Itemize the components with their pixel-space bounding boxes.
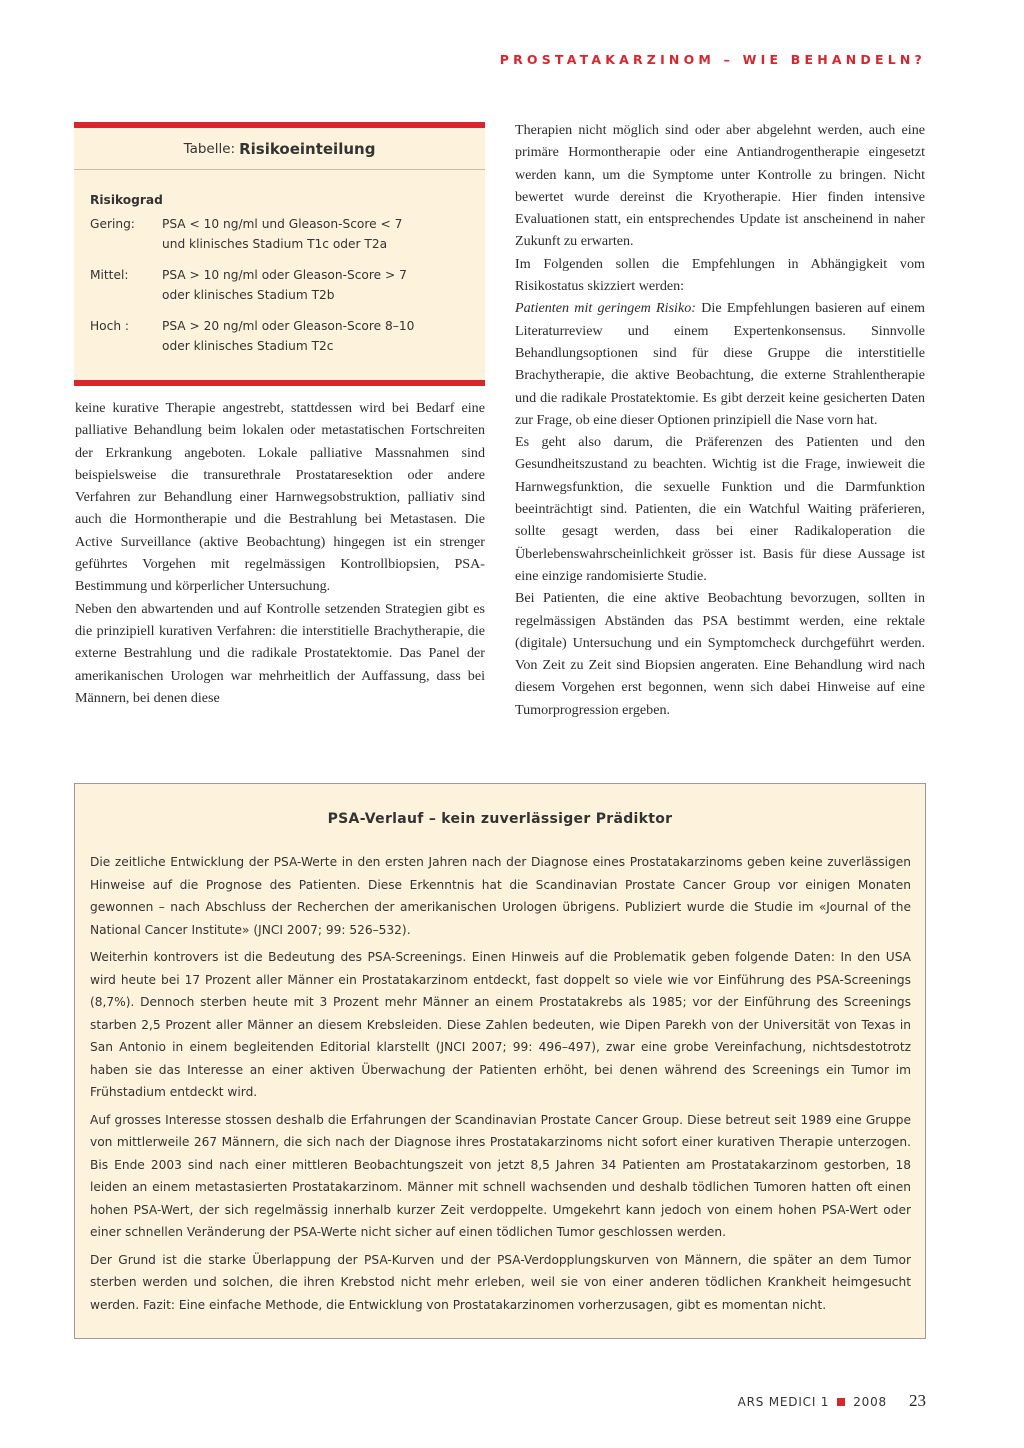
- red-square-icon: [837, 1398, 845, 1406]
- table-body: [74, 170, 485, 356]
- info-box-content: [90, 851, 911, 1321]
- body-text: Die Empfehlungen basieren auf einem Literaturreview und einem Expertenkonsensus. Sinnvolle Behandlungsoptionen sind für diese Gruppe die interstitielle Brachytherapie, die aktive Beobachtung, die externe Strahlentherapie und die radikale Prostatektomie. Es gibt derzeit keine gesicherten Daten zur Frage, ob eine dieser Optionen prinzipiell die Nase vorn hat.: [515, 300, 925, 428]
- right-column: [515, 119, 925, 721]
- risk-label: Hoch :: [90, 319, 130, 333]
- info-box-paragraph: Die zeitliche Entwicklung der PSA-Werte in den ersten Jahren nach der Diagnose eines Prostatakarzinoms geben keine zuverlässigen Hinweise auf die Prognose des Patienten. Diese Erkenntnis hat die Scandinavian Prostate Cancer Group vor einigen Monaten gewonnen – nach Abschluss der Recherchen der amerikanischen Urologen übrigens. Publiziert wurde die Studie im «Journal of the National Cancer Institute» (JNCI 2007; 99: 526–532).: [90, 855, 911, 937]
- risk-criteria: [162, 265, 485, 305]
- table-column-label: Risikograd: [90, 193, 163, 207]
- risk-criteria-line: oder klinisches Stadium T2b: [162, 288, 335, 302]
- risk-criteria: [162, 316, 485, 356]
- body-paragraph: Im Folgenden sollen die Empfehlungen in Abhängigkeit vom Risikostatus skizziert werden:: [515, 255, 925, 295]
- risk-criteria-line: PSA > 20 ng/ml oder Gleason-Score 8–10: [162, 319, 415, 333]
- table-row: [90, 316, 485, 356]
- risk-criteria-line: PSA > 10 ng/ml oder Gleason-Score > 7: [162, 268, 407, 282]
- info-box-paragraph: Der Grund ist die starke Überlappung der PSA-Kurven und der PSA-Verdopplungskurven von Männern, die später an dem Tumor sterben werden und solchen, die ihren Krebstod nicht mehr erleben, weil sie von einer anderen tödlichen Krankheit heimgesucht werden. Fazit: Eine einfache Methode, die Entwicklung von Prostatakarzinomen vorherzusagen, gibt es momentan nicht.: [90, 1252, 911, 1312]
- body-paragraph: [515, 297, 925, 431]
- left-column: [75, 397, 485, 709]
- table-title: Risikoeinteilung: [239, 139, 376, 158]
- subheading-italic: Patienten mit geringem Risiko:: [515, 300, 696, 317]
- info-box: [74, 783, 926, 1339]
- table-title-prefix: Tabelle:: [183, 140, 236, 157]
- risk-label: Gering:: [90, 217, 135, 231]
- info-box-paragraph: Weiterhin kontrovers ist die Bedeutung des PSA-Screenings. Einen Hinweis auf die Problematik geben folgende Daten: In den USA wird heute bei 17 Prozent aller Männer ein Prostatakarzinom entdeckt, fast doppelt so viele wie vor Einführung des PSA-Screenings (8,7%). Dennoch sterben heute mit 3 Prozent mehr Männer an einem Prostatakrebs als 1985; vor der Einführung des Screenings starben 2,5 Prozent aller Männer an diesem Krebsleiden. Diese Zahlen bedeuten, wie Dipen Parekh von der Universität von Texas in San Antonio in einem begleitenden Editorial klarstellt (JNCI 2007; 99: 496–497), zwar eine grobe Vereinfachung, nichtsdestotrotz haben sie das Interesse an einer aktiven Überwachung der Patienten erhöht, bei denen während des Screenings ein Tumor im Frühstadium entdeckt wird.: [90, 950, 911, 1099]
- page-number: 23: [909, 1391, 926, 1410]
- table-row: [90, 265, 485, 305]
- risk-criteria-line: oder klinisches Stadium T2c: [162, 339, 334, 353]
- body-paragraph: Neben den abwartenden und auf Kontrolle setzenden Strategien gibt es die prinzipiell kurativen Verfahren: die interstitielle Brachytherapie, die externe Bestrahlung und die radikale Prostatektomie. Das Panel der amerikanischen Urologen war mehrheitlich der Auffassung, dass bei Männern, bei denen diese: [75, 600, 485, 706]
- risk-criteria-line: und klinisches Stadium T1c oder T2a: [162, 237, 388, 251]
- issue-year: 2008: [853, 1395, 887, 1409]
- table-title-row: [74, 128, 485, 170]
- body-paragraph: Es geht also darum, die Präferenzen des Patienten und den Gesundheitszustand zu beachten. Wichtig ist die Frage, inwieweit die Harnwegsfunktion, die sexuelle Funktion und die Darmfunktion beeinträchtigt sind. Patienten, die ein Watchful Waiting präferieren, sollte gesagt werden, dass bei einer Radikaloperation die Überlebenswahrscheinlichkeit grösser ist. Basis für diese Aussage ist eine einzige randomisierte Studie.: [515, 434, 925, 584]
- risk-criteria-line: PSA < 10 ng/ml und Gleason-Score < 7: [162, 217, 403, 231]
- running-head: PROSTATAKARZINOM – WIE BEHANDELN?: [499, 52, 926, 67]
- journal-name: ARS MEDICI 1: [737, 1395, 830, 1409]
- risk-table: [74, 122, 485, 386]
- info-box-paragraph: Auf grosses Interesse stossen deshalb die Erfahrungen der Scandinavian Prostate Cancer Group. Diese betreut seit 1989 eine Gruppe von mittlerweile 267 Männern, die sich nach der Diagnose ihres Prostatakarzinoms nicht sofort einer kurativen Therapie unterzogen. Bis Ende 2003 sind nach einer mittleren Beobachtungszeit von jetzt 8,5 Jahren 34 Patienten am Prostatakarzinom gestorben, 18 leiden an einem metastasierten Prostatakarzinom. Männer mit schnell wachsenden und deshalb tödlichen Tumoren hatten oft einen hohen PSA-Wert, der sich regelmässig innerhalb kurzer Zeit verdoppelte. Umgekehrt kann jedoch von einem hohen PSA-Wert oder einer schnellen Veränderung der PSA-Werte nicht sicher auf einen tödlichen Tumor geschlossen werden.: [90, 1112, 911, 1239]
- info-box-title: PSA-Verlauf – kein zuverlässiger Prädiktor: [327, 811, 673, 827]
- body-paragraph: Bei Patienten, die eine aktive Beobachtung bevorzugen, sollten in regelmässigen Abständen das PSA bestimmt werden, eine rektale (digitale) Untersuchung und ein Symptomcheck durchgeführt werden. Von Zeit zu Zeit sind Biopsien angeraten. Eine Behandlung wird nach diesem Vorgehen erst begonnen, wenn sich dabei Hinweise auf eine Tumorprogression ergeben.: [515, 590, 925, 718]
- risk-criteria: [162, 214, 485, 254]
- body-paragraph: keine kurative Therapie angestrebt, stattdessen wird bei Bedarf eine palliative Behandlung beim lokalen oder metastatischen Fortschreiten der Erkrankung angeboten. Lokale palliative Massnahmen sind beispielsweise die transurethrale Prostataresektion oder andere Verfahren zur Behandlung einer Harnwegsobstruktion, palliativ sind auch die Hormontherapie und die Bestrahlung bei Metastasen. Die Active Surveillance (aktive Beobachtung) hingegen ist ein strenger geführtes Vorgehen mit regelmässigen Kontrollbiopsien, PSA-Bestimmung und körperlicher Untersuchung.: [75, 400, 485, 595]
- page-footer: [738, 1391, 926, 1411]
- risk-label: Mittel:: [90, 268, 129, 282]
- body-paragraph: Therapien nicht möglich sind oder aber abgelehnt werden, auch eine primäre Hormontherapie oder eine Antiandrogentherapie eingesetzt werden kann, um die Symptome unter Kontrolle zu bringen. Nicht bewertet wurde dereinst die Kryotherapie. Hier finden intensive Evaluationen statt, ein entsprechendes Update ist anscheinend in naher Zukunft zu erwarten.: [515, 122, 925, 250]
- table-row: [90, 214, 485, 254]
